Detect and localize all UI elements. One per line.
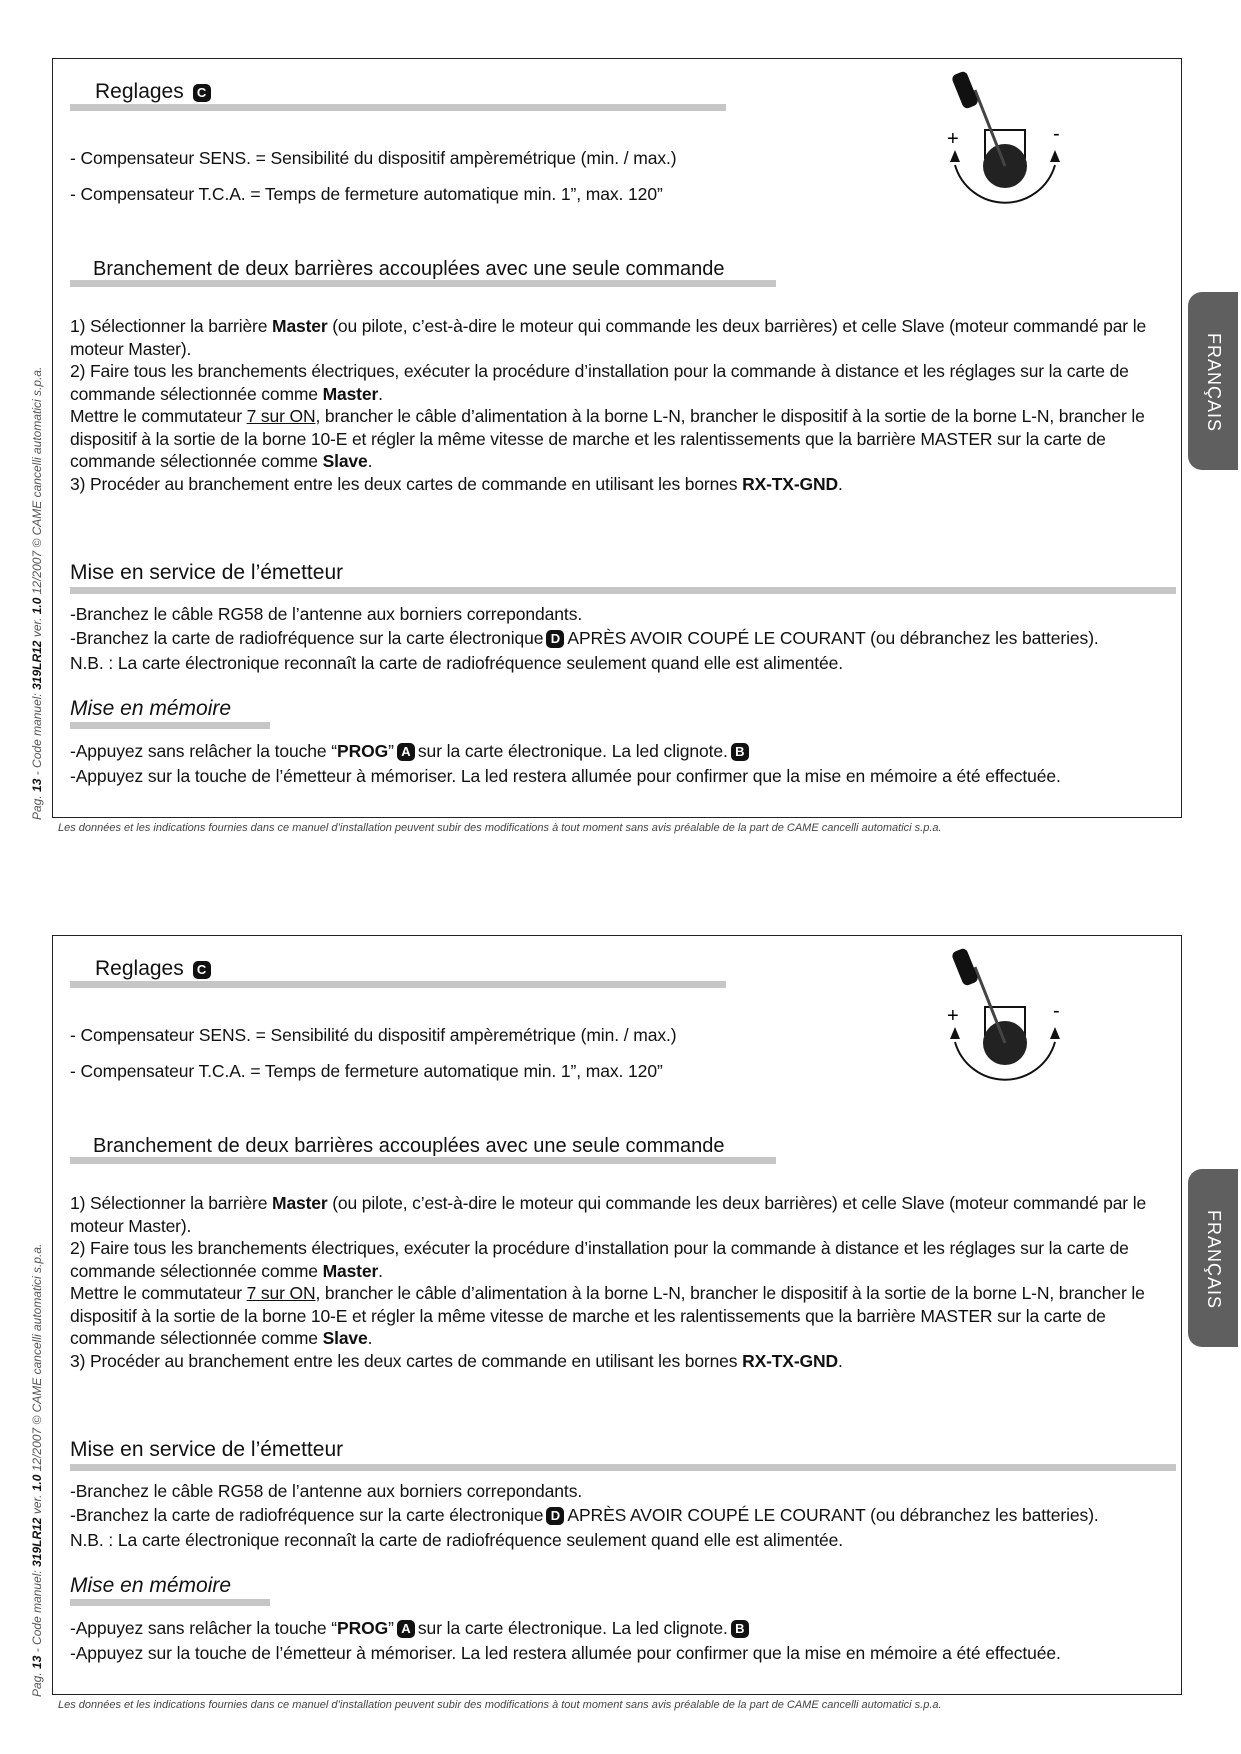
tag-b: B — [731, 1620, 749, 1638]
side-pag: Pag. — [30, 1672, 44, 1697]
memoire-l1-b: ” — [388, 1618, 394, 1638]
minus-label: - — [1053, 123, 1060, 145]
trimmer-diagram — [935, 70, 1075, 220]
memoire-l1-c: sur la carte électronique. La led clignote. — [417, 1618, 728, 1638]
arrow-right — [1050, 150, 1060, 162]
minus-label: - — [1053, 1000, 1060, 1022]
p3-bold: Slave — [322, 451, 368, 471]
side-rest: 12/2007 © CAME cancelli automatici s.p.a. — [30, 1243, 44, 1475]
comp-tca-line: - Compensateur T.C.A. = Temps de fermeture automatique min. 1”, max. 120” — [70, 184, 663, 204]
page-bottom — [0, 877, 1241, 1754]
plus-label: + — [947, 128, 959, 150]
tag-a: A — [397, 743, 415, 761]
mise-service-bar — [70, 587, 1176, 594]
arrow-right — [1050, 1027, 1060, 1039]
mise-service-line-1: -Branchez le câble RG58 de l’antenne aux borniers correpondants. — [70, 604, 583, 624]
p2-bold: Master — [322, 1260, 379, 1281]
mise-service-line-2 — [70, 628, 1099, 649]
p1-text: 1) Sélectionner la barrière — [70, 316, 273, 336]
memoire-bar — [70, 1599, 270, 1606]
tag-a: A — [397, 1620, 415, 1638]
p3-bold: Slave — [322, 1328, 368, 1348]
arrow-left — [950, 150, 960, 162]
branchement-text — [70, 1192, 1170, 1372]
memoire-line-1 — [70, 741, 752, 762]
reglages-title: Reglages — [95, 80, 184, 103]
p4-text: 3) Procéder au branchement entre les deux cartes de commande en utilisant les bornes — [70, 1350, 743, 1371]
memoire-line-2: -Appuyez sur la touche de l’émetteur à mémoriser. La led restera allumée pour confirmer que la mise en mémoire a été effectuée. — [70, 1643, 1061, 1663]
comp-sens-line: - Compensateur SENS. = Sensibilité du dispositif ampèremétrique (min. / max.) — [70, 148, 677, 168]
memoire-line-2: -Appuyez sur la touche de l’émetteur à mémoriser. La led restera allumée pour confirmer que la mise en mémoire a été effectuée. — [70, 766, 1061, 786]
mise-service-heading: Mise en service de l’émetteur — [70, 1438, 344, 1461]
p2-text: 2) Faire tous les branchements électriques, exécuter la procédure d’installation pour la commande à distance et les réglages sur la carte de commande sélectionnée comme — [70, 1238, 1129, 1281]
memoire-l1-bold: PROG — [337, 741, 389, 761]
screwdriver-handle — [951, 947, 979, 986]
memoire-l1-c: sur la carte électronique. La led clignote. — [417, 741, 728, 761]
branchement-heading: Branchement de deux barrières accouplées avec une seule commande — [93, 1135, 725, 1157]
side-ver-label: ver. — [30, 1491, 44, 1518]
language-tab-label: FRANÇAIS — [1204, 1210, 1224, 1310]
side-code-label: - Code manuel: — [30, 689, 44, 779]
memoire-l1-bold: PROG — [337, 1618, 389, 1638]
p4-text: 3) Procéder au branchement entre les deux cartes de commande en utilisant les bornes — [70, 473, 743, 494]
p2-text-b: . — [378, 383, 383, 404]
p3-underline: 7 sur ON — [246, 1283, 316, 1303]
p3-text: Mettre le commutateur — [70, 406, 247, 426]
side-rest: 12/2007 © CAME cancelli automatici s.p.a. — [30, 366, 44, 598]
side-pag: Pag. — [30, 795, 44, 820]
side-label — [30, 60, 50, 820]
l2-text-b: APRÈS AVOIR COUPÉ LE COURANT (ou débranchez les batteries). — [567, 628, 1099, 648]
branchement-bar — [70, 1157, 776, 1164]
footnote: Les données et les indications fournies dans ce manuel d’installation peuvent subir des modifications à tout moment sans avis préalable de la part de CAME cancelli automatici s.p.a. — [58, 822, 942, 834]
l2-text-b: APRÈS AVOIR COUPÉ LE COURANT (ou débranchez les batteries). — [567, 1505, 1099, 1525]
reglages-title: Reglages — [95, 957, 184, 980]
tag-c: C — [193, 84, 211, 102]
p3-text-c: . — [367, 451, 373, 471]
p2-text-b: . — [378, 1260, 383, 1281]
side-code-label: - Code manuel: — [30, 1566, 44, 1656]
tag-d: D — [546, 630, 564, 648]
memoire-l1-a: -Appuyez sans relâcher la touche “ — [70, 741, 338, 761]
p4-bold: RX-TX-GND — [742, 1350, 838, 1371]
comp-tca-line: - Compensateur T.C.A. = Temps de fermeture automatique min. 1”, max. 120” — [70, 1061, 663, 1081]
plus-label: + — [947, 1005, 959, 1027]
tag-c: C — [193, 961, 211, 979]
p2-text: 2) Faire tous les branchements électriques, exécuter la procédure d’installation pour la commande à distance et les réglages sur la carte de commande sélectionnée comme — [70, 361, 1129, 404]
p3-text-b: , brancher le câble d’alimentation à la borne L-N, brancher le dispositif à la sortie de la borne L-N, brancher le dispositif à la sortie de la borne 10-E et régler la même vitesse de marche et les ralentissements que la barrière MASTER sur la carte de commande sélectionnée comme — [70, 406, 1145, 471]
p3-text: Mettre le commutateur — [70, 1283, 247, 1303]
branchement-bar — [70, 280, 776, 287]
memoire-l1-b: ” — [388, 741, 394, 761]
p1-bold: Master — [272, 1193, 328, 1213]
p2-bold: Master — [322, 383, 379, 404]
trimmer-diagram — [935, 947, 1075, 1097]
side-label — [30, 937, 50, 1697]
branchement-heading: Branchement de deux barrières accouplées avec une seule commande — [93, 258, 725, 280]
mise-service-line-3: N.B. : La carte électronique reconnaît la carte de radiofréquence seulement quand elle est alimentée. — [70, 653, 844, 673]
comp-sens-line: - Compensateur SENS. = Sensibilité du dispositif ampèremétrique (min. / max.) — [70, 1025, 677, 1045]
side-code: 319LR12 — [30, 640, 44, 690]
branchement-text — [70, 315, 1170, 495]
reglages-bar — [70, 981, 726, 988]
footnote: Les données et les indications fournies dans ce manuel d’installation peuvent subir des modifications à tout moment sans avis préalable de la part de CAME cancelli automatici s.p.a. — [58, 1699, 942, 1711]
reglages-heading — [95, 957, 214, 981]
p3-text-b: , brancher le câble d’alimentation à la borne L-N, brancher le dispositif à la sortie de la borne L-N, brancher le dispositif à la sortie de la borne 10-E et régler la même vitesse de marche et les ralentissements que la barrière MASTER sur la carte de commande sélectionnée comme — [70, 1283, 1145, 1348]
p4-bold: RX-TX-GND — [742, 473, 838, 494]
mise-service-line-3: N.B. : La carte électronique reconnaît la carte de radiofréquence seulement quand elle est alimentée. — [70, 1530, 844, 1550]
p1-text: 1) Sélectionner la barrière — [70, 1193, 273, 1213]
reglages-heading — [95, 80, 214, 104]
reglages-bar — [70, 104, 726, 111]
side-ver-label: ver. — [30, 614, 44, 641]
l2-text-a: -Branchez la carte de radiofréquence sur la carte électronique — [70, 1505, 544, 1525]
mise-service-heading: Mise en service de l’émetteur — [70, 561, 344, 584]
side-page-num: 13 — [30, 1655, 44, 1669]
p1-text-b: (ou pilote, c’est-à-dire le moteur qui commande les deux barrières) et celle Slave (moteur commandé par le moteur Master). — [70, 1193, 1147, 1236]
tag-b: B — [731, 743, 749, 761]
memoire-l1-a: -Appuyez sans relâcher la touche “ — [70, 1618, 338, 1638]
memoire-heading: Mise en mémoire — [70, 697, 232, 720]
side-ver: 1.0 — [30, 597, 44, 615]
p3-text-c: . — [367, 1328, 373, 1348]
l2-text-a: -Branchez la carte de radiofréquence sur la carte électronique — [70, 628, 544, 648]
p1-text-b: (ou pilote, c’est-à-dire le moteur qui commande les deux barrières) et celle Slave (moteur commandé par le moteur Master). — [70, 316, 1147, 359]
p4-text-b: . — [837, 1350, 843, 1371]
mise-service-line-1: -Branchez le câble RG58 de l’antenne aux borniers correpondants. — [70, 1481, 583, 1501]
mise-service-line-2 — [70, 1505, 1099, 1526]
side-code: 319LR12 — [30, 1517, 44, 1567]
p1-bold: Master — [272, 316, 328, 336]
side-page-num: 13 — [30, 778, 44, 792]
screwdriver-handle — [951, 70, 979, 109]
language-tab-label: FRANÇAIS — [1204, 333, 1224, 433]
mise-service-bar — [70, 1464, 1176, 1471]
memoire-line-1 — [70, 1618, 752, 1639]
side-ver: 1.0 — [30, 1474, 44, 1492]
memoire-heading: Mise en mémoire — [70, 1574, 232, 1597]
arrow-left — [950, 1027, 960, 1039]
tag-d: D — [546, 1507, 564, 1525]
p3-underline: 7 sur ON — [246, 406, 316, 426]
p4-text-b: . — [837, 473, 843, 494]
memoire-bar — [70, 722, 270, 729]
